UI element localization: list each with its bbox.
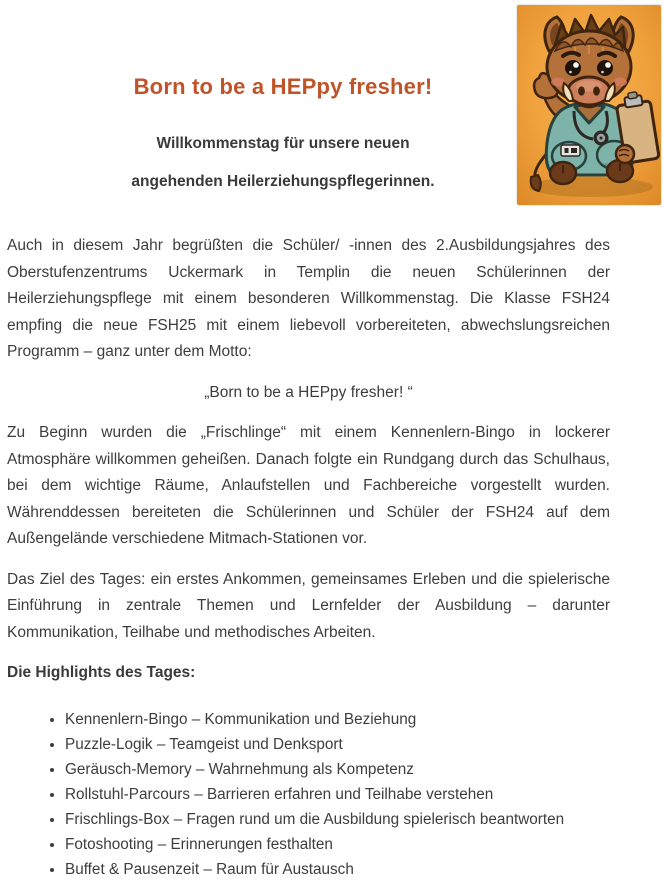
boar-nurse-icon [517, 5, 661, 205]
list-item: • Rollstuhl-Parcours – Barrieren erfahren und Teilhabe verstehen [65, 782, 610, 807]
highlights-heading: Die Highlights des Tages: [7, 664, 196, 681]
page-title: Born to be a HEPpy fresher! [133, 74, 433, 99]
list-item: • Fotoshooting – Erinnerungen festhalten [65, 832, 610, 857]
list-item: • Kennenlern-Bingo – Kommunikation und Beziehung [65, 707, 610, 732]
boar-nurse-illustration [517, 5, 661, 205]
page-subtitle [0, 125, 566, 201]
motto-quote: „Born to be a HEPpy fresher! “ [204, 383, 413, 401]
subtitle-line-1: Willkommenstag für unsere neuen [156, 135, 410, 152]
document-body [7, 233, 610, 882]
document-header [0, 0, 566, 201]
list-item: • Frischlings-Box – Fragen rund um die Ausbildung spielerisch beantworten [65, 807, 610, 832]
highlights-list [7, 707, 610, 882]
goal-paragraph: Das Ziel des Tages: ein erstes Ankommen, gemeinsames Erleben und die spielerische Einführung in zentrale Themen und Lernfelder der Ausbildung – darunter Kommunikation, Teilhabe und methodisches Arbeiten. [7, 570, 610, 641]
list-item: • Geräusch-Memory – Wahrnehmung als Kompetenz [65, 757, 610, 782]
intro-paragraph: Auch in diesem Jahr begrüßten die Schüler/ -innen des 2.Ausbildungsjahres des Oberstufenzentrums Uckermark in Templin die neuen Schülerinnen der Heilerziehungspflege mit einem besonderen Willkommenstag. Die Klasse FSH24 empfing die neue FSH25 mit einem liebevoll vorbereiteten, abwechslungsreichen Programm – ganz unter dem Motto: [7, 237, 610, 360]
activities-paragraph: Zu Beginn wurden die „Frischlinge“ mit einem Kennenlern-Bingo in lockerer Atmosphäre willkommen geheißen. Danach folgte ein Rundgang durch das Schulhaus, bei dem wichtige Räume, Anlaufstellen und Fachbereiche vorgestellt wurden. Währenddessen bereiteten die Schülerinnen und Schüler der FSH24 auf dem Außengelände verschiedene Mitmach-Stationen vor. [7, 424, 610, 547]
list-item: • Buffet & Pausenzeit – Raum für Austausch [65, 857, 610, 882]
list-item: • Puzzle-Logik – Teamgeist und Denksport [65, 732, 610, 757]
subtitle-line-2: angehenden Heilerziehungspflegerinnen. [131, 173, 435, 190]
